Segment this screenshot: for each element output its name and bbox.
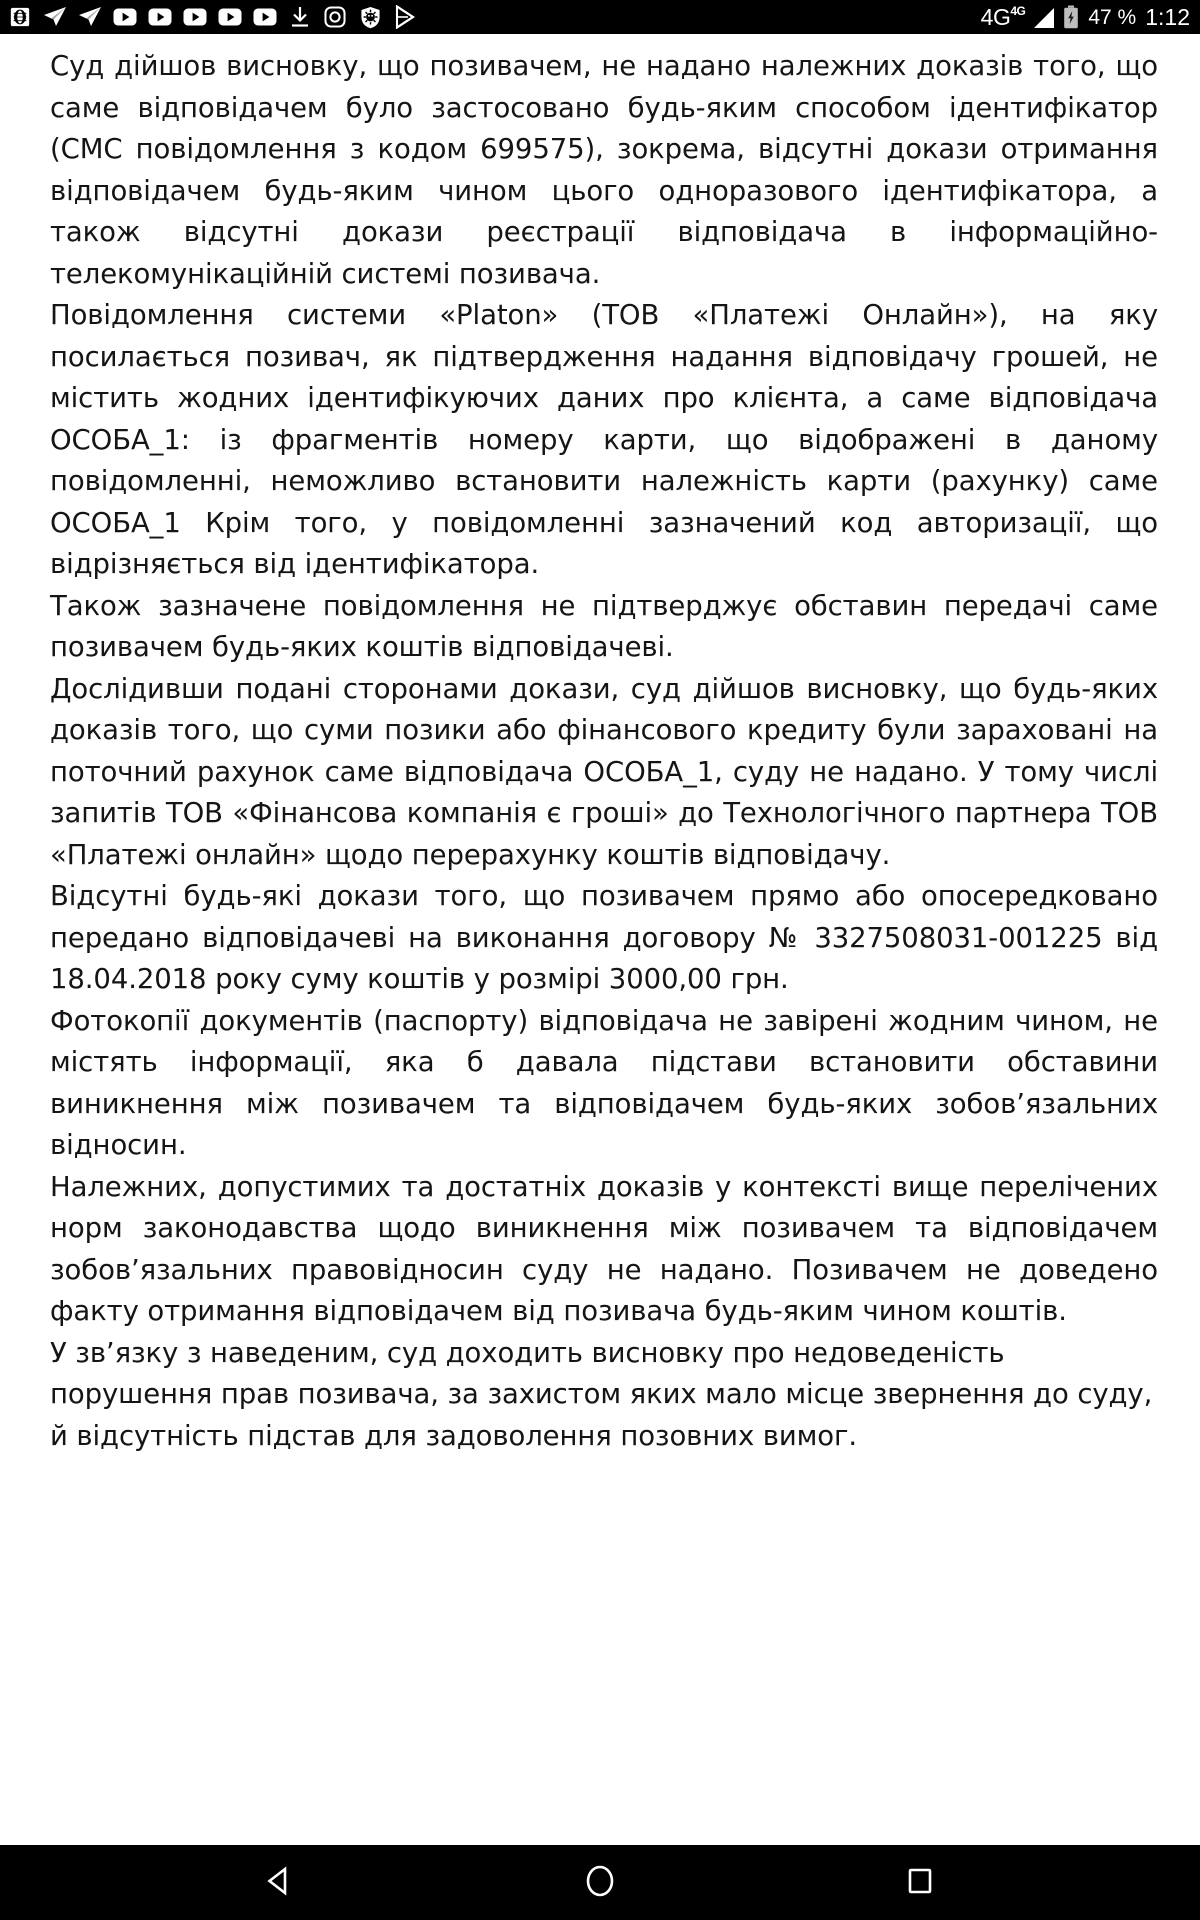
youtube-icon	[113, 5, 137, 29]
document-page	[0, 34, 1200, 1457]
network-type-label: 4G	[980, 3, 1011, 30]
youtube-icon	[253, 5, 277, 29]
battery-percentage-label: 47 %	[1088, 5, 1137, 29]
back-button[interactable]	[225, 1845, 335, 1920]
telegram-icon	[78, 5, 102, 29]
home-circle-icon	[583, 1862, 617, 1904]
telegram-icon	[43, 5, 67, 29]
document-paragraph: Належних, допустимих та достатніх доказів у контексті вище перелічених норм законодавства щодо виникнення між позивачем та відповідачем зобов’язальних правовідносин суду не надано. Позивачем не доведено факту отримання відповідачем від позивача будь-яким чином коштів.	[50, 1170, 1158, 1327]
clock-label: 1:12	[1145, 3, 1190, 30]
network-type-superscript: 4G	[1010, 3, 1026, 18]
home-button[interactable]	[545, 1845, 655, 1920]
youtube-icon	[218, 5, 242, 29]
battery-charging-icon	[1061, 5, 1081, 29]
download-icon	[288, 5, 312, 29]
youtube-icon	[183, 5, 207, 29]
opera-browser-icon	[8, 5, 32, 29]
document-paragraph: У зв’язку з наведеним, суд доходить висновку про недоведеність порушення прав позивача, за захистом яких мало місце звернення до суду, й відсутність підстав для задоволення позовних вимог.	[50, 1336, 1153, 1452]
recent-apps-square-icon	[903, 1864, 937, 1902]
document-paragraph: Дослідивши подані сторонами докази, суд дійшов висновку, що будь-яких доказів того, що суми позики або фінансового кредиту були зараховані на поточний рахунок саме відповідача ОСОБА_1, суду не надано. У тому числі запитів ТОВ «Фінансова компанія є гроші» до Технологічного партнера ТОВ «Платежі онлайн» щодо перерахунку коштів відповідачу.	[50, 672, 1158, 871]
virus-scanner-icon	[358, 5, 382, 29]
signal-strength-icon	[1032, 5, 1054, 29]
back-triangle-icon	[263, 1864, 297, 1902]
document-paragraph: Відсутні будь-які докази того, що позивачем прямо або опосередковано передано відповідачеві на виконання договору № 3327508031-001225 від 18.04.2018 року суму коштів у розмірі 3000,00 грн.	[50, 880, 1158, 995]
document-paragraph: Суд дійшов висновку, що позивачем, не надано належних доказів того, що саме відповідачем було застосовано будь-яким способом ідентифікатор (СМС повідомлення з кодом 699575), зокрема, відсутні докази отримання відповідачем будь-яким чином цього одноразового ідентифікатора, а також відсутні докази реєстрації відповідача в інформаційно-телекомунікаційній системі позивача.	[50, 50, 1158, 290]
instagram-icon	[323, 5, 347, 29]
status-bar-system-icons	[981, 0, 1190, 34]
network-type-indicator	[980, 3, 1026, 30]
status-bar	[0, 0, 1200, 34]
document-paragraph: Повідомлення системи «Platon» (ТОВ «Платежі Онлайн»), на яку посилається позивач, як підтвердження надання відповідачу грошей, не містить жодних ідентифікуючих даних про клієнта, а саме відповідача ОСОБА_1: із фрагментів номеру карти, що відображені в даному повідомленні, неможливо встановити належність карти (рахунку) саме ОСОБА_1 Крім того, у повідомленні зазначений код авторизації, що відрізняється від ідентифікатора.	[50, 299, 1158, 580]
status-bar-notification-icons	[8, 0, 417, 34]
play-store-icon	[393, 5, 417, 29]
document-paragraph: Фотокопії документів (паспорту) відповідача не завірені жодним чином, не містять інформації, яка б давала підстави встановити обставини виникнення між позивачем та відповідачем будь-яких зобов’язальних відносин.	[50, 1004, 1158, 1161]
android-navigation-bar	[0, 1845, 1200, 1920]
document-viewer[interactable]	[0, 34, 1200, 1845]
recent-apps-button[interactable]	[865, 1845, 975, 1920]
youtube-icon	[148, 5, 172, 29]
document-paragraph: Також зазначене повідомлення не підтверджує обставин передачі саме позивачем будь-яких коштів відповідачеві.	[50, 589, 1158, 663]
